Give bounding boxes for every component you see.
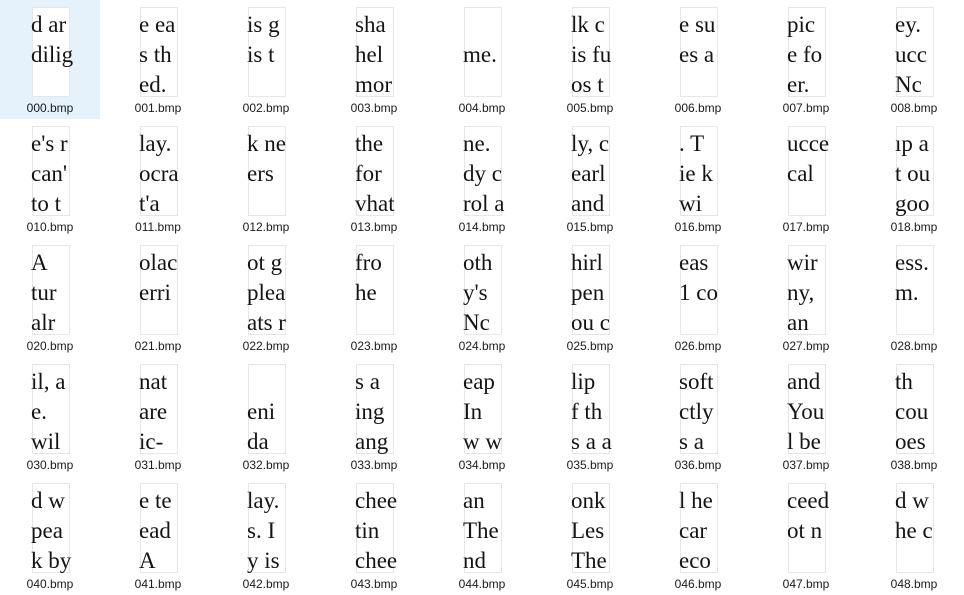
thumbnail-text-line [465,70,501,100]
file-name-label: 046.bmp [674,577,722,591]
image-thumbnail [357,8,393,96]
thumbnail-text-line: rol a [463,191,505,216]
thumbnail-text-line: lip [571,369,596,394]
file-item[interactable] [0,357,100,476]
file-name-label: 021.bmp [134,339,182,353]
file-name-label: 011.bmp [135,220,181,234]
thumbnail-text-line: erri [139,280,171,305]
thumbnail-text-line: ucce [787,131,830,156]
file-item[interactable] [0,119,100,238]
thumbnail-text-line: fro [355,250,382,275]
thumbnail-text-line: l he [679,488,713,513]
image-thumbnail [789,365,825,453]
image-thumbnail [31,484,72,573]
thumbnail-text-line: f th [571,399,603,424]
image-thumbnail [573,127,609,215]
file-name-label: 041.bmp [134,577,182,591]
thumbnail-text-line: eas [679,250,709,275]
image-thumbnail [249,365,285,453]
thumbnail-text-line [789,189,825,219]
image-thumbnail [463,127,505,216]
file-item[interactable] [648,476,748,595]
file-item[interactable] [540,0,640,119]
thumbnail-text-line: ne. [463,131,491,156]
thumbnail-text-line: s. I [247,518,276,543]
thumbnail-text-line: hirl [571,250,603,275]
thumbnail-text-line: ers [247,161,274,186]
thumbnail-text-line [681,308,717,338]
file-name-label: 025.bmp [566,339,614,353]
file-name-label: 004.bmp [458,101,506,115]
file-name-label: 010.bmp [26,220,74,234]
file-item[interactable] [216,357,316,476]
image-thumbnail [571,8,612,97]
thumbnail-text-line: A [31,250,48,275]
thumbnail-text-line: e fo [787,42,823,67]
file-name-label: 037.bmp [782,458,830,472]
image-thumbnail [681,484,717,572]
thumbnail-text-line: s th [139,42,172,67]
image-thumbnail [465,8,501,96]
file-item[interactable] [432,0,532,119]
thumbnail-text-line: d w [31,488,65,513]
file-name-label: 006.bmp [674,101,722,115]
file-item[interactable] [756,0,856,119]
image-thumbnail [897,484,933,572]
image-thumbnail [787,484,830,572]
file-name-label: 040.bmp [26,577,74,591]
file-name-label: 008.bmp [890,101,938,115]
image-thumbnail [141,8,177,96]
file-name-label: 028.bmp [890,339,938,353]
file-name-label: 000.bmp [26,101,74,115]
file-item[interactable] [432,357,532,476]
file-item[interactable] [216,0,316,119]
file-name-label: 033.bmp [350,458,398,472]
image-thumbnail [897,127,933,215]
thumbnail-text-line: sha [355,12,386,37]
thumbnail-text-line: hel [355,42,384,67]
thumbnail-text-line [141,308,177,338]
image-thumbnail [681,8,717,96]
file-item[interactable] [540,119,640,238]
thumbnail-text-line: ou c [571,310,610,335]
thumbnail-text-line: 1 co [679,280,718,305]
file-name-label: 015.bmp [566,220,614,234]
image-thumbnail [249,246,285,334]
thumbnail-text-line: k by [31,548,72,573]
image-thumbnail [31,8,74,96]
image-thumbnail [141,127,177,215]
image-thumbnail [465,246,501,334]
thumbnail-text-line: ats r [247,310,286,335]
file-name-label: 045.bmp [566,577,614,591]
file-item[interactable] [756,476,856,595]
thumbnail-text-line: alr [31,310,56,335]
file-name-label: 007.bmp [782,101,830,115]
file-name-label: 034.bmp [458,458,506,472]
thumbnail-text-line: mor [355,72,393,97]
thumbnail-text-line: ny, [787,280,815,305]
thumbnail-text-line: e's r [31,131,68,156]
thumbnail-text-line: lk c [571,12,605,37]
image-thumbnail [249,8,285,96]
image-thumbnail [357,127,393,215]
thumbnail-text-line: e su [679,12,716,37]
thumbnail-text-line: s a [679,429,704,454]
thumbnail-text-line [681,70,717,100]
thumbnail-text-line: ess. [895,250,929,275]
file-name-label: 027.bmp [782,339,830,353]
file-name-label: 023.bmp [350,339,398,353]
thumbnail-text-line: l be [787,429,821,454]
thumbnail-text-line: tin [355,518,380,543]
thumbnail-text-line: ıp a [895,131,929,156]
thumbnail-text-line: es a [679,42,715,67]
file-name-label: 017.bmp [782,220,830,234]
thumbnail-text-line [897,308,933,338]
image-thumbnail [357,365,393,453]
image-thumbnail [355,484,398,573]
thumbnail-text-line: wi [679,191,702,216]
thumbnail-text-line: e. [31,399,47,424]
thumbnail-text-line: t'a [139,191,160,216]
thumbnail-text-line: th [895,369,913,394]
thumbnail-text-line: d ar [31,12,67,37]
file-item[interactable] [648,238,748,357]
file-name-label: 014.bmp [458,220,506,234]
file-item[interactable] [324,357,424,476]
thumbnail-text-line [789,546,825,576]
image-thumbnail [789,246,825,334]
image-thumbnail [573,484,609,572]
thumbnail-text-line: Nc [895,72,922,97]
thumbnail-text-line: chee [355,548,398,573]
file-name-label: 018.bmp [890,220,938,234]
file-item[interactable] [648,119,748,238]
image-thumbnail [681,127,717,215]
file-name-label: 036.bmp [674,458,722,472]
thumbnail-text-line: w w [463,429,502,454]
image-thumbnail [681,246,717,334]
thumbnail-text-line: and [787,369,821,394]
file-name-label: 001.bmp [134,101,182,115]
thumbnail-text-line: are [139,399,168,424]
file-name-label: 002.bmp [242,101,290,115]
file-item[interactable] [324,119,424,238]
thumbnail-text-line: for [355,161,382,186]
image-thumbnail [33,365,69,453]
image-thumbnail [465,484,501,572]
image-thumbnail [681,365,717,453]
thumbnail-text-line: il, a [31,369,66,394]
file-name-label: 042.bmp [242,577,290,591]
thumbnail-text-line: e ea [139,12,176,37]
image-thumbnail [573,246,609,334]
thumbnail-text-line [465,10,501,40]
file-item[interactable] [324,476,424,595]
file-item[interactable] [864,0,964,119]
file-name-label: 032.bmp [242,458,290,472]
file-item[interactable] [756,238,856,357]
thumbnail-text-line: dy c [463,161,502,186]
thumbnail-text-line: eco [679,548,711,573]
image-thumbnail [33,127,69,215]
file-item[interactable] [216,476,316,595]
image-thumbnail [357,246,393,334]
thumbnail-text-line: s a [355,369,380,394]
file-item[interactable] [108,357,208,476]
thumbnail-text-line: wil [31,429,61,454]
thumbnail-text-line: m. [895,280,919,305]
thumbnail-text-line: is g [247,12,280,37]
file-name-label: 013.bmp [350,220,398,234]
file-name-label: 031.bmp [134,458,182,472]
file-item[interactable] [432,238,532,357]
thumbnail-text-line [357,308,393,338]
file-name-label: 035.bmp [566,458,614,472]
image-thumbnail [141,484,177,572]
thumbnail-text-line: is t [247,42,275,67]
image-thumbnail [897,246,933,334]
thumbnail-text-line [897,546,933,576]
file-name-label: 005.bmp [566,101,614,115]
image-thumbnail [249,484,285,572]
thumbnail-text-line: earl [571,161,606,186]
file-item[interactable] [648,357,748,476]
file-item[interactable] [108,238,208,357]
thumbnail-text-line: soft [679,369,714,394]
thumbnail-text-line: goo [895,191,930,216]
thumbnail-text-line: cou [895,399,929,424]
file-name-label: 016.bmp [674,220,722,234]
thumbnail-text-line: Les [571,518,605,543]
file-name-label: 022.bmp [242,339,290,353]
thumbnail-text-line: Nc [463,310,490,335]
file-item[interactable] [540,238,640,357]
file-name-label: 020.bmp [26,339,74,353]
image-thumbnail [141,246,177,334]
thumbnail-text-line: ing [355,399,385,424]
thumbnail-text-line: eap [463,369,495,394]
thumbnail-text-line: You [787,399,825,424]
thumbnail-text-line: oth [463,250,493,275]
file-item[interactable] [216,119,316,238]
file-name-label: 003.bmp [350,101,398,115]
thumbnail-text-line: to t [31,191,62,216]
file-name-label: 043.bmp [350,577,398,591]
thumbnail-text-line: y's [463,280,488,305]
thumbnail-text-line: ocra [139,161,179,186]
thumbnail-text-line: the [355,131,384,156]
file-item[interactable] [0,238,100,357]
file-item[interactable] [756,119,856,238]
thumbnail-text-line: ang [355,429,389,454]
file-item[interactable] [864,238,964,357]
image-thumbnail [897,8,933,96]
file-item[interactable] [432,119,532,238]
image-thumbnail [789,8,825,96]
thumbnail-text-line [249,367,285,397]
file-name-label: 030.bmp [26,458,74,472]
thumbnail-text-line: ey. [895,12,921,37]
image-thumbnail [897,365,933,453]
thumbnail-text-line: an [787,310,809,335]
file-item[interactable] [540,476,640,595]
thumbnail-text-line: ead [139,518,171,543]
thumbnail-text-line: tur [31,280,57,305]
thumbnail-text-line: plea [247,280,286,305]
thumbnail-text-line: pea [31,518,63,543]
thumbnail-text-line: d w [895,488,929,513]
file-item[interactable] [216,238,316,357]
file-item[interactable] [432,476,532,595]
file-name-label: 012.bmp [242,220,290,234]
thumbnail-text-line: car [679,518,708,543]
thumbnail-text-line: ot g [247,250,283,275]
file-item[interactable] [108,119,208,238]
thumbnail-text-line: ed. [139,72,167,97]
file-item[interactable] [864,119,964,238]
image-thumbnail [465,365,501,453]
thumbnail-text-line: ic- [139,429,164,454]
thumbnail-text-line: os t [571,72,604,97]
file-name-label: 024.bmp [458,339,506,353]
thumbnail-text-line: ceed [787,488,830,513]
thumbnail-text-line: pic [787,12,816,37]
thumbnail-text-line: ie k [679,161,713,186]
file-item[interactable] [108,476,208,595]
thumbnail-text-line: vhat [355,191,395,216]
thumbnail-text-line: lay. [139,131,172,156]
image-thumbnail [33,246,69,334]
thumbnail-text-line: The [571,548,607,573]
thumbnail-text-line: he c [895,518,933,543]
file-item[interactable] [324,238,424,357]
image-thumbnail [141,365,177,453]
thumbnail-text-line: an [463,488,485,513]
thumbnail-text-line: s a a [571,429,612,454]
thumbnail-text-line: nat [139,369,168,394]
thumbnail-text-line: . T [679,131,705,156]
file-item[interactable] [756,357,856,476]
thumbnail-text-line: is fu [571,42,612,67]
file-name-label: 044.bmp [458,577,506,591]
file-name-label: 038.bmp [890,458,938,472]
thumbnail-text-line: y is [247,548,280,573]
thumbnail-text-line: da [247,429,269,454]
thumbnail-text-line [33,70,69,100]
image-thumbnail [571,365,612,454]
file-item[interactable] [108,0,208,119]
thumbnail-text-line: lay. [247,488,280,513]
thumbnail-text-line: onk [571,488,606,513]
file-item[interactable] [0,0,100,119]
thumbnail-text-line: pen [571,280,605,305]
thumbnail-text-line: he [355,280,377,305]
image-thumbnail [787,127,830,215]
file-item[interactable] [648,0,748,119]
file-item[interactable] [864,357,964,476]
thumbnail-text-line: olac [139,250,178,275]
thumbnail-text-line: ly, c [571,131,610,156]
thumbnail-text-line: ctly [679,399,714,424]
file-name-label: 026.bmp [674,339,722,353]
file-name-label: 047.bmp [782,577,830,591]
file-item[interactable] [540,357,640,476]
thumbnail-text-line: wir [787,250,818,275]
thumbnail-text-line: A [139,548,156,573]
thumbnail-text-line: chee [355,488,398,513]
thumbnail-text-line: k ne [247,131,286,156]
file-name-label: 048.bmp [890,577,938,591]
thumbnail-text-line: can' [31,161,68,186]
thumbnail-text-line: nd [463,548,486,573]
thumbnail-text-line [249,189,285,219]
file-item[interactable] [0,476,100,595]
thumbnail-text-line: dilig [31,42,74,67]
thumbnail-text-line: ot n [787,518,823,543]
thumbnail-text-line: t ou [895,161,931,186]
thumbnail-text-line: In [463,399,483,424]
thumbnail-text-line: oes [895,429,926,454]
thumbnail-text-line: me. [463,42,497,67]
file-item[interactable] [864,476,964,595]
thumbnail-text-line: er. [787,72,810,97]
file-item[interactable] [324,0,424,119]
thumbnail-text-line: ucc [895,42,927,67]
thumbnail-text-line: The [463,518,499,543]
thumbnail-text-line: eni [247,399,276,424]
thumbnail-text-line: e te [139,488,172,513]
image-thumbnail [249,127,285,215]
thumbnail-text-line [249,70,285,100]
thumbnail-text-line: cal [787,161,814,186]
thumbnail-text-line: and [571,191,605,216]
